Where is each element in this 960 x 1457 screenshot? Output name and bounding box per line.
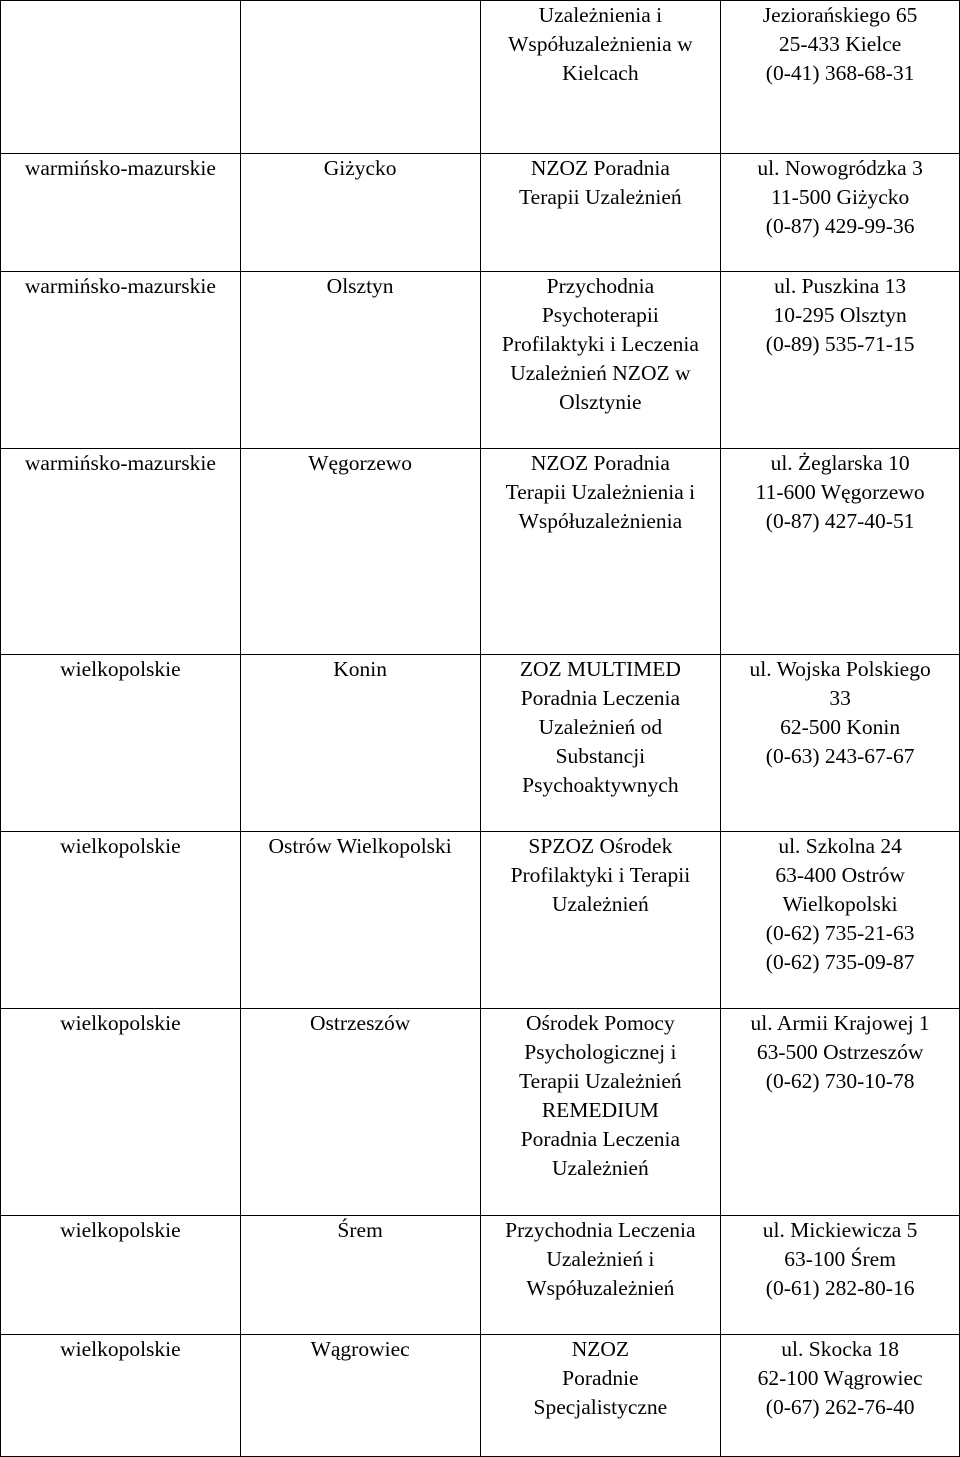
facilities-table-body [1,1,960,1457]
facility-line: NZOZ Poradnia [530,156,670,180]
facility-line: NZOZ Poradnia [530,451,670,475]
region-cell: warmińsko-mazurskie [1,449,241,655]
region-cell: wielkopolskie [1,1335,241,1457]
table-row [1,272,960,449]
table-row [1,655,960,832]
city-cell [240,1,480,154]
address-line: ul. Mickiewicza 5 [762,1218,918,1242]
facility-line: Olsztynie [559,390,642,414]
address-cell [721,1,960,154]
address-cell [721,154,960,272]
address-line: 63-500 Ostrzeszów [756,1040,924,1064]
region-cell [1,1,241,154]
address-line: 33 [829,686,851,710]
facility-line: Psychoaktywnych [522,773,679,797]
table-row [1,154,960,272]
address-line: 11-500 Giżycko [770,185,910,209]
address-line: 63-100 Śrem [784,1247,896,1271]
facility-cell [480,154,721,272]
table-row [1,1216,960,1335]
facility-line: Uzależnień od [538,715,663,739]
facility-line: Psychologicznej i [524,1040,677,1064]
table-row [1,832,960,1009]
address-line: (0-62) 735-21-63 [765,921,915,945]
address-line: 10-295 Olsztyn [773,303,907,327]
city-cell: Ostrzeszów [240,1009,480,1216]
address-cell [721,655,960,832]
facility-line: Ośrodek Pomocy [526,1011,675,1035]
facility-line: NZOZ [571,1337,630,1361]
facility-line: Kielcach [562,61,639,85]
facility-line: Psychoterapii [541,303,659,327]
facility-line: Współuzależnienia [518,509,683,533]
facility-line: Przychodnia Leczenia [505,1218,696,1242]
facility-cell [480,272,721,449]
facility-line: Terapii Uzależnień [519,185,682,209]
facility-cell [480,1335,721,1457]
region-cell: wielkopolskie [1,832,241,1009]
table-row [1,1009,960,1216]
facility-line: SPZOZ Ośrodek [528,834,673,858]
address-line: ul. Szkolna 24 [778,834,902,858]
facility-line: Profilaktyki i Terapii [510,863,691,887]
address-line: 62-500 Konin [780,715,901,739]
address-cell [721,272,960,449]
facility-line: Uzależnień [552,892,649,916]
address-cell [721,832,960,1009]
address-line: (0-63) 243-67-67 [765,744,915,768]
city-cell: Wągrowiec [240,1335,480,1457]
facility-line: Uzależnień NZOZ w [510,361,691,385]
region-cell: warmińsko-mazurskie [1,154,241,272]
address-line: ul. Wojska Polskiego [749,657,931,681]
address-line: 25-433 Kielce [778,32,902,56]
facility-cell [480,655,721,832]
city-cell: Giżycko [240,154,480,272]
region-cell: wielkopolskie [1,655,241,832]
address-cell [721,1009,960,1216]
facility-line: Poradnia Leczenia [520,1127,681,1151]
address-line: ul. Skocka 18 [781,1337,899,1361]
facility-line: Terapii Uzależnień [519,1069,682,1093]
address-line: Wielkopolski [782,892,898,916]
address-line: (0-62) 730-10-78 [765,1069,915,1093]
facility-line: Poradnia Leczenia [520,686,681,710]
facility-line: Współuzależnień [526,1276,675,1300]
table-row [1,1335,960,1457]
address-line: ul. Puszkina 13 [774,274,907,298]
address-line: ul. Nowogródzka 3 [757,156,923,180]
address-cell [721,449,960,655]
address-line: 62-100 Wągrowiec [757,1366,923,1390]
facility-line: Uzależnień i [546,1247,655,1271]
facility-line: Specjalistyczne [533,1395,668,1419]
address-line: ul. Armii Krajowej 1 [750,1011,930,1035]
facility-cell [480,832,721,1009]
city-cell: Olsztyn [240,272,480,449]
facility-line: Uzależnienia i [538,3,663,27]
region-cell: warmińsko-mazurskie [1,272,241,449]
address-line: Jeziorańskiego 65 [762,3,918,27]
facility-cell [480,1216,721,1335]
facility-line: ZOZ MULTIMED [519,657,681,681]
facility-cell [480,1,721,154]
address-line: (0-62) 735-09-87 [765,950,915,974]
table-row [1,449,960,655]
address-cell [721,1216,960,1335]
city-cell: Śrem [240,1216,480,1335]
city-cell: Ostrów Wielkopolski [240,832,480,1009]
facility-line: Przychodnia [546,274,655,298]
facility-line: Profilaktyki i Leczenia [501,332,699,356]
region-cell: wielkopolskie [1,1009,241,1216]
facility-cell [480,1009,721,1216]
address-line: (0-87) 427-40-51 [765,509,915,533]
table-row [1,1,960,154]
city-cell: Konin [240,655,480,832]
facility-line: Uzależnień [552,1156,649,1180]
address-line: 63-400 Ostrów [775,863,905,887]
address-line: 11-600 Węgorzewo [755,480,925,504]
facility-line: REMEDIUM [541,1098,659,1122]
facility-line: Współuzależnienia w [508,32,693,56]
address-cell [721,1335,960,1457]
address-line: ul. Żeglarska 10 [770,451,910,475]
facility-line: Terapii Uzależnienia i [505,480,696,504]
address-line: (0-87) 429-99-36 [765,214,915,238]
address-line: (0-67) 262-76-40 [765,1395,915,1419]
region-cell: wielkopolskie [1,1216,241,1335]
facility-line: Poradnie [562,1366,639,1390]
address-line: (0-89) 535-71-15 [765,332,915,356]
address-line: (0-41) 368-68-31 [765,61,915,85]
facility-cell [480,449,721,655]
address-line: (0-61) 282-80-16 [765,1276,915,1300]
facility-line: Substancji [555,744,646,768]
city-cell: Węgorzewo [240,449,480,655]
